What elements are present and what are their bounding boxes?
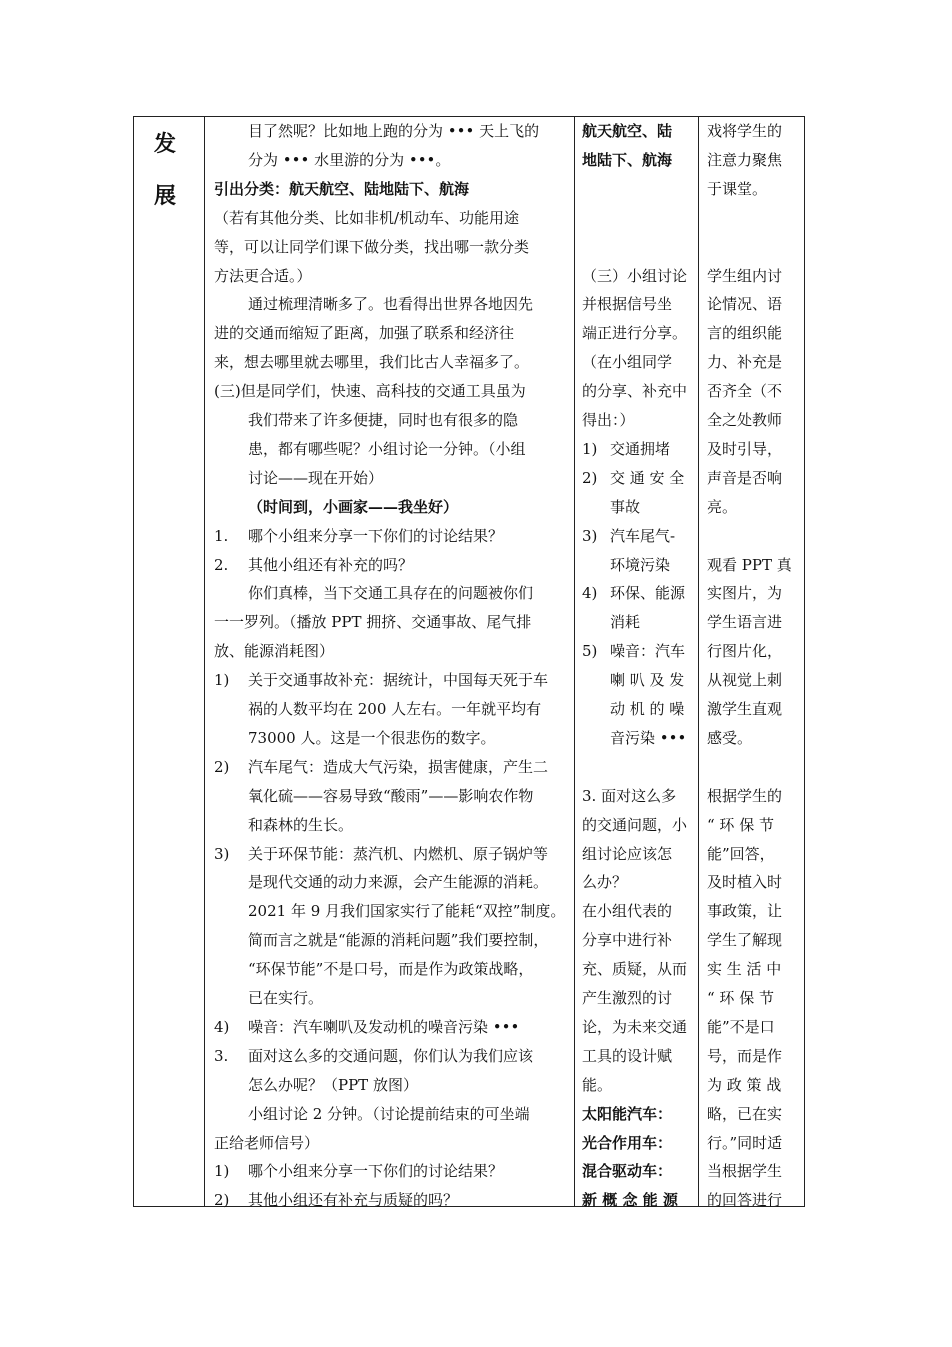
text-line [707, 612, 782, 632]
text-line [707, 1190, 782, 1210]
line-text: 能”不是口 [707, 1017, 775, 1036]
text-line [214, 757, 548, 777]
text-line [707, 872, 782, 892]
text-line [582, 872, 627, 892]
text-line [248, 150, 450, 170]
line-text: 及时植入时 [707, 873, 783, 892]
line-text: 2021 年 9 月我们国家实行了能耗“双控”制度。 [248, 902, 566, 921]
text-line [248, 1075, 418, 1095]
line-text: 实图片，为 [707, 584, 783, 603]
line-text: 消耗 [610, 613, 641, 632]
list-number: 4) [582, 584, 598, 603]
text-line [248, 583, 533, 603]
line-text: 分享中进行补 [582, 931, 673, 950]
line-text: 声音是否响 [707, 468, 783, 487]
line-text: 行图片化， [707, 642, 783, 661]
line-text: “ 环 保 节 [707, 989, 774, 1007]
list-number: 2) [214, 757, 230, 776]
text-line [707, 844, 775, 864]
text-line [214, 670, 548, 690]
line-text: 充、质疑，从而 [582, 960, 688, 979]
text-line [582, 468, 684, 488]
text-line [582, 583, 685, 603]
text-line [214, 266, 312, 286]
line-text: 事政策，让 [707, 902, 783, 921]
text-line [707, 1075, 781, 1095]
line-text: 的交通问题，小 [582, 815, 688, 834]
line-text: 端正进行分享。 [582, 324, 688, 343]
list-number: 2) [214, 1191, 230, 1210]
line-text: 混合驱动车： [582, 1162, 673, 1181]
text-line [582, 294, 672, 314]
text-line [707, 121, 782, 141]
text-line [248, 901, 565, 921]
text-line [610, 728, 686, 748]
text-line [214, 1161, 503, 1181]
line-text: 目了然呢？比如地上跑的分为 ••• 天上飞的 [248, 122, 540, 140]
text-line [214, 352, 529, 372]
text-line [582, 988, 672, 1008]
line-text: 实 生 活 中 [707, 960, 782, 979]
line-text: 能”回答， [707, 844, 775, 863]
line-text: 讨论——现在开始） [248, 468, 384, 487]
text-line [707, 641, 782, 661]
line-text: 已在实行。 [248, 989, 324, 1007]
text-line [707, 901, 782, 921]
text-line [582, 266, 687, 286]
text-line [707, 381, 782, 401]
line-text: 学生语言进 [707, 613, 783, 632]
text-line [610, 555, 670, 575]
line-text: 航天航空、陆 [582, 122, 673, 140]
line-text: （若有其他分类、比如非机/机动车、功能用途 [214, 208, 520, 227]
text-line [582, 1104, 672, 1124]
line-text: 力、补充是 [707, 353, 783, 372]
line-text: 分为 ••• 水里游的分为 •••。 [248, 150, 451, 169]
line-text: 一一罗列。（播放 PPT 拥挤、交通事故、尾气排 [214, 613, 532, 632]
text-line [582, 1190, 678, 1210]
text-line [214, 612, 531, 632]
column-divider [574, 117, 575, 1206]
text-line [248, 786, 533, 806]
line-text: 动 机 的 噪 [610, 700, 685, 718]
text-line [582, 815, 687, 835]
line-text: 观看 PPT 真 [707, 555, 792, 574]
text-line [582, 1133, 672, 1153]
line-text: 噪音：汽车 [610, 642, 686, 661]
list-number: 3. [214, 1046, 229, 1065]
line-text: 得出：） [582, 411, 635, 429]
line-text: 事故 [610, 497, 641, 516]
list-number: 4) [214, 1017, 230, 1036]
text-line [707, 1161, 782, 1181]
text-line [214, 526, 503, 546]
text-line [707, 1104, 782, 1124]
line-text: 为 政 策 战 [707, 1075, 782, 1094]
line-text: 通过梳理清晰多了。也看得出世界各地因先 [248, 295, 534, 314]
line-text: 亮。 [707, 497, 738, 516]
text-line [248, 1104, 530, 1124]
text-line [582, 844, 672, 864]
text-line [582, 410, 635, 430]
line-text: 的回答进行 [707, 1191, 783, 1210]
text-line [248, 930, 548, 950]
text-line [248, 988, 323, 1008]
text-line [707, 1017, 775, 1037]
line-text: 关于环保节能：蒸汽机、内燃机、原子锅炉等 [248, 844, 549, 863]
line-text: 氧化硫——容易导致“酸雨”——影响农作物 [248, 786, 534, 805]
text-line [610, 497, 640, 517]
line-text: 号，而是作 [707, 1046, 783, 1065]
list-number: 2. [214, 555, 229, 574]
line-text: 其他小组还有补充与质疑的吗？ [248, 1191, 459, 1210]
line-text: 新 概 念 能 源 [582, 1191, 678, 1210]
text-line [707, 294, 782, 314]
text-line [707, 786, 782, 806]
text-line [582, 1161, 672, 1181]
text-line [248, 294, 533, 314]
line-text: 我们带来了许多便捷，同时也有很多的隐 [248, 411, 519, 429]
text-line [214, 381, 526, 401]
line-text: 产生激烈的讨 [582, 989, 673, 1007]
line-text: 引出分类：航天航空、陆地陆下、航海 [214, 179, 470, 198]
line-text: 否齐全（不 [707, 382, 783, 401]
line-text: 交通拥堵 [610, 439, 671, 458]
text-line [707, 150, 782, 170]
text-line [707, 555, 792, 575]
text-line [214, 237, 529, 257]
text-line [582, 641, 685, 661]
line-text: 当根据学生 [707, 1162, 783, 1181]
lesson-plan-table [133, 116, 805, 1210]
text-line [582, 150, 672, 170]
text-line [214, 1046, 533, 1066]
list-number: 1) [214, 671, 230, 690]
column-divider [204, 117, 205, 1206]
text-line [214, 1133, 319, 1153]
list-number: 5) [582, 642, 598, 661]
text-line [214, 208, 519, 228]
line-text: 正给老师信号） [214, 1133, 320, 1152]
text-line [582, 901, 672, 921]
text-line [707, 815, 774, 835]
text-line [707, 728, 752, 748]
text-line [248, 699, 541, 719]
text-line [582, 1017, 687, 1037]
text-line [610, 699, 684, 719]
text-line [582, 1046, 672, 1066]
text-line [214, 641, 334, 661]
line-text: 祸的人数平均在 200 人左右。一年就平均有 [248, 700, 542, 718]
line-text: （三）小组讨论 [582, 266, 688, 285]
line-text: 音污染 ••• [610, 728, 687, 747]
column-divider [698, 117, 699, 1206]
text-line [248, 959, 533, 979]
line-text: 学生了解现 [707, 931, 783, 950]
line-text: 根据学生的 [707, 786, 783, 805]
text-line [582, 381, 687, 401]
text-line [707, 670, 782, 690]
line-text: 怎么办呢？（PPT 放图） [248, 1075, 418, 1094]
text-line [582, 959, 687, 979]
list-number: 3) [214, 844, 230, 863]
line-text: 么办？ [582, 873, 628, 892]
text-line [214, 179, 469, 199]
line-text: (三)但是同学们，快速、高科技的交通工具虽为 [214, 382, 526, 401]
line-text: 环境污染 [610, 555, 671, 574]
line-text: 地陆下、航海 [582, 150, 673, 169]
line-text: 的分享、补充中 [582, 382, 688, 401]
text-line [248, 439, 526, 459]
text-line [707, 266, 782, 286]
line-text: 从视觉上刺 [707, 671, 783, 690]
line-text: 你们真棒，当下交通工具存在的问题被你们 [248, 584, 534, 603]
text-line [248, 728, 496, 748]
list-number: 3) [582, 526, 598, 545]
line-text: 汽车尾气：造成大气污染，损害健康，产生二 [248, 757, 549, 776]
line-text: 在小组代表的 [582, 902, 673, 921]
text-line [707, 468, 782, 488]
text-line [582, 121, 672, 141]
list-number: 2) [582, 468, 598, 487]
text-line [214, 844, 548, 864]
text-line [610, 670, 684, 690]
text-line [707, 583, 782, 603]
text-line [707, 1133, 782, 1153]
text-line [582, 930, 672, 950]
line-text: 戏将学生的 [707, 122, 783, 140]
line-text: 进的交通而缩短了距离，加强了联系和经济往 [214, 324, 515, 343]
text-line [582, 352, 672, 372]
text-line [707, 179, 767, 199]
text-line [582, 1075, 612, 1095]
line-text: 环保、能源 [610, 584, 686, 603]
line-text: 略，已在实 [707, 1104, 783, 1123]
line-text: 哪个小组来分享一下你们的讨论结果？ [248, 1162, 504, 1181]
line-text: 学生组内讨 [707, 266, 783, 285]
line-text: 言的组织能 [707, 324, 783, 343]
text-line [707, 439, 782, 459]
line-text: 面对这么多的交通问题，你们认为我们应该 [248, 1046, 534, 1065]
text-line [582, 439, 670, 459]
text-line [707, 323, 782, 343]
line-text: 能。 [582, 1075, 613, 1094]
text-line [707, 930, 782, 950]
line-text: 噪音：汽车喇叭及发动机的噪音污染 ••• [248, 1017, 520, 1036]
text-line [248, 872, 548, 892]
text-line [214, 1190, 458, 1210]
line-text: 论，为未来交通 [582, 1017, 688, 1036]
stage-label-char: 展 [154, 184, 177, 209]
line-text: （时间到，小画家——我坐好） [248, 497, 459, 516]
line-text: 注意力聚焦 [707, 150, 783, 169]
line-text: 放、能源消耗图） [214, 642, 335, 661]
line-text: 哪个小组来分享一下你们的讨论结果？ [248, 526, 504, 545]
text-line [248, 468, 383, 488]
text-line [707, 1046, 782, 1066]
line-text: 等，可以让同学们课下做分类，找出哪一款分类 [214, 237, 530, 256]
line-text: 激学生直观 [707, 700, 783, 718]
text-line [707, 699, 782, 719]
line-text: 汽车尾气- [610, 526, 676, 545]
text-line [707, 988, 774, 1008]
line-text: 感受。 [707, 728, 753, 747]
line-text: 太阳能汽车： [582, 1104, 673, 1123]
line-text: 73000 人。这是一个很悲伤的数字。 [248, 728, 496, 747]
line-text: （在小组同学 [582, 353, 673, 372]
text-line [582, 786, 676, 806]
text-line [707, 352, 782, 372]
line-text: “环保节能”不是口号，而是作为政策战略， [248, 960, 534, 979]
text-line [214, 1017, 519, 1037]
line-text: 组讨论应该怎 [582, 844, 673, 863]
line-text: 3. 面对这么多 [582, 786, 677, 805]
line-text: 于课堂。 [707, 179, 768, 198]
text-line [214, 555, 413, 575]
line-text: 喇 叭 及 发 [610, 671, 685, 690]
line-text: 是现代交通的动力来源，会产生能源的消耗。 [248, 873, 549, 892]
line-text: 工具的设计赋 [582, 1046, 673, 1065]
text-line [214, 323, 514, 343]
line-text: 患，都有哪些呢？小组讨论一分钟。（小组 [248, 439, 526, 458]
line-text: 论情况、语 [707, 295, 783, 314]
list-number: 1) [214, 1162, 230, 1181]
text-line [248, 410, 518, 430]
line-text: 交 通 安 全 [610, 468, 685, 487]
text-line [248, 121, 539, 141]
line-text: 小组讨论 2 分钟。（讨论提前结束的可坐端 [248, 1104, 530, 1123]
line-text: 方法更合适。） [214, 266, 312, 285]
list-number: 1) [582, 439, 598, 458]
text-line [248, 497, 458, 517]
line-text: 来，想去哪里就去哪里，我们比古人幸福多了。 [214, 353, 530, 372]
text-line [582, 526, 675, 546]
stage-label-char: 发 [154, 132, 177, 157]
text-line [248, 815, 353, 835]
text-line [610, 612, 640, 632]
line-text: 和森林的生长。 [248, 815, 354, 834]
text-line [707, 959, 781, 979]
line-text: 简而言之就是“能源的消耗问题”我们要控制， [248, 931, 549, 950]
line-text: “ 环 保 节 [707, 815, 774, 834]
text-line [582, 323, 687, 343]
line-text: 关于交通事故补充：据统计，中国每天死于车 [248, 671, 549, 690]
line-text: 光合作用车： [582, 1133, 673, 1152]
line-text: 并根据信号坐 [582, 295, 673, 314]
line-text: 其他小组还有补充的吗？ [248, 555, 414, 574]
text-line [707, 497, 737, 517]
line-text: 及时引导， [707, 439, 783, 458]
line-text: 全之处教师 [707, 411, 783, 429]
text-line [707, 410, 782, 430]
line-text: 行。”同时适 [707, 1133, 783, 1152]
list-number: 1. [214, 526, 229, 545]
